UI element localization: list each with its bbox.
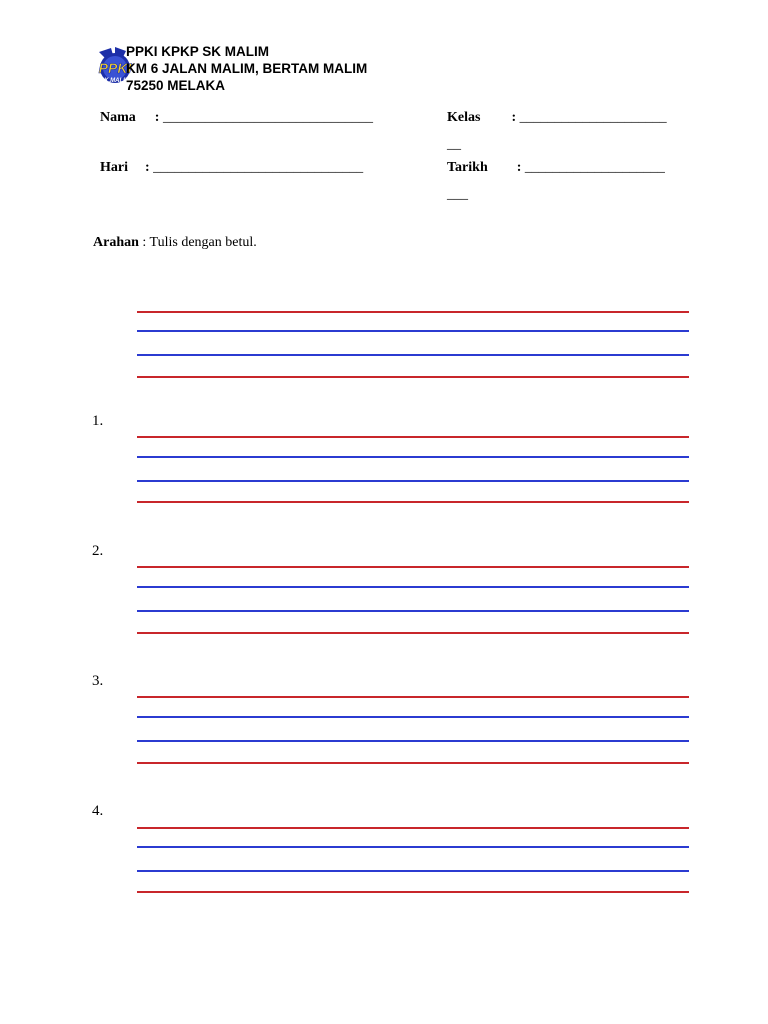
question-number-1: 1. xyxy=(92,413,104,429)
guide-line-upper-blue xyxy=(137,330,689,332)
tarikh-blank[interactable]: ____________________ xyxy=(524,160,665,175)
school-street: KM 6 JALAN MALIM, BERTAM MALIM xyxy=(126,61,368,76)
guide-line-top-red xyxy=(137,311,689,313)
hari-colon: : xyxy=(145,160,150,175)
kelas-label: Kelas xyxy=(447,110,481,125)
guide-line-lower-blue xyxy=(137,870,689,872)
guide-line-top-red xyxy=(137,696,689,698)
tarikh-blank-continued[interactable]: ___ xyxy=(447,187,468,202)
hari-field[interactable] xyxy=(100,160,363,176)
logo-text: PPKI xyxy=(98,60,132,76)
guide-line-bottom-red xyxy=(137,762,689,764)
school-address xyxy=(126,43,367,94)
kelas-field[interactable] xyxy=(447,110,667,126)
tarikh-field[interactable] xyxy=(447,160,665,176)
guide-line-bottom-red xyxy=(137,501,689,503)
guide-line-lower-blue xyxy=(137,740,689,742)
nama-blank[interactable]: ______________________________ xyxy=(162,110,373,125)
guide-line-upper-blue xyxy=(137,456,689,458)
guide-line-bottom-red xyxy=(137,891,689,893)
instruction xyxy=(93,235,257,251)
guide-line-top-red xyxy=(137,566,689,568)
nama-field[interactable] xyxy=(100,110,373,126)
guide-line-upper-blue xyxy=(137,716,689,718)
instruction-label: Arahan xyxy=(93,235,139,250)
guide-line-lower-blue xyxy=(137,354,689,356)
school-name: PPKI KPKP SK MALIM xyxy=(126,44,270,59)
guide-line-top-red xyxy=(137,827,689,829)
kelas-colon: : xyxy=(511,110,517,125)
instruction-text: Tulis dengan betul. xyxy=(149,235,257,250)
tarikh-label: Tarikh xyxy=(447,160,488,175)
guide-line-top-red xyxy=(137,436,689,438)
question-number-4: 4. xyxy=(92,803,104,819)
nama-label: Nama xyxy=(100,110,136,125)
hari-blank[interactable]: ______________________________ xyxy=(153,160,364,175)
logo-subtext: SK.MALIM xyxy=(100,78,130,84)
nama-colon: : xyxy=(154,110,160,125)
kelas-blank-continued[interactable]: __ xyxy=(447,137,461,152)
school-postcode: 75250 MELAKA xyxy=(126,78,226,93)
kelas-blank[interactable]: _____________________ xyxy=(519,110,667,125)
question-number-2: 2. xyxy=(92,543,104,559)
tarikh-colon: : xyxy=(516,160,522,175)
guide-line-lower-blue xyxy=(137,480,689,482)
guide-line-bottom-red xyxy=(137,632,689,634)
question-number-3: 3. xyxy=(92,673,104,689)
guide-line-lower-blue xyxy=(137,610,689,612)
hari-label: Hari xyxy=(100,160,128,175)
guide-line-upper-blue xyxy=(137,586,689,588)
guide-line-upper-blue xyxy=(137,846,689,848)
guide-line-bottom-red xyxy=(137,376,689,378)
instruction-colon: : xyxy=(142,235,147,250)
